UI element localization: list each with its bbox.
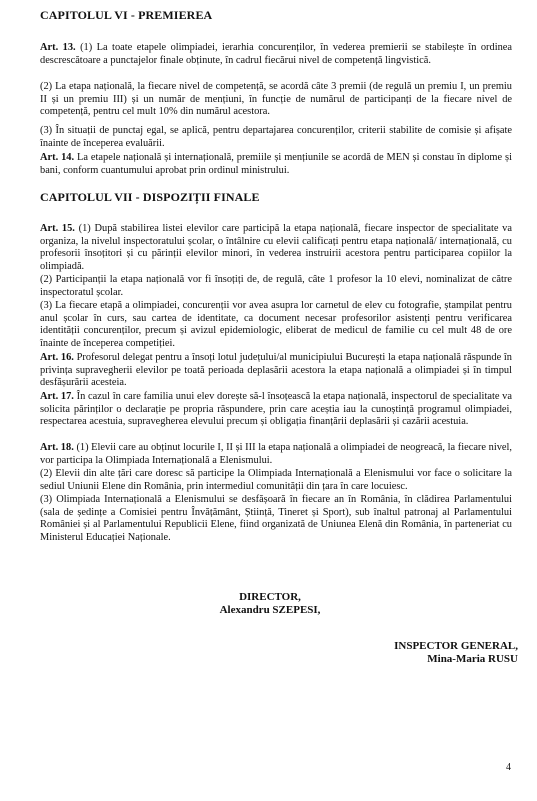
article-18-text-1: (1) Elevii care au obținut locurile I, II și III la etapa națională a olimpiadei de neogreacă, la fiecare nivel, vor participa la Olimpiada Internațională a Elenismului. <box>40 442 513 466</box>
article-15-paragraph-3: (3) La fiecare etapă a olimpiadei, concurenții vor avea asupra lor carnetul de elev cu fotografie, ștampilat pentru anul școlar în curs, sau cartea de identitate, ca document necesar profesorilor asistenți pentru verificarea identității concurenților, precum și avizul epidemiologic, eliberat de medicul de familie cu cel mult 48 de ore înainte de începerea competiției. <box>40 300 512 349</box>
article-15-text-1: (1) După stabilirea listei elevilor care participă la etapa națională, fiecare inspector de specialitate va organiza, la nivelul inspectoratului școlar, o întâlnire cu elevii calificați pentru etapa națională/ internațională, cu profesorii însoțitori și cu părinții elevilor minori, în vederea instruirii acestora pentru participarea copiilor la olimpiadă. <box>40 223 512 272</box>
article-15-paragraph-1 <box>40 223 512 273</box>
article-17-paragraph <box>40 391 512 429</box>
article-13-paragraph-1 <box>40 42 512 67</box>
inspector-title: INSPECTOR GENERAL, <box>394 640 518 652</box>
article-17-text: În cazul în care familia unui elev dorește să-l însoțească la etapa națională, inspectorul de specialitate va solicita părinților o declarație pe propria răspundere, prin care aceștia iau la cunoștință programul olimpiadei, respectarea acestuia, supravegherea elevului precum și obligația finanțării deplasării și cazării acestuia. <box>40 391 512 428</box>
article-14-label: Art. 14. <box>40 152 75 163</box>
article-18-label: Art. 18. <box>40 442 74 453</box>
article-16-text: Profesorul delegat pentru a însoți lotul județului/al municipiului București la etapa națională răspunde în privința supravegherii elevilor pe toată perioada deplasării acestora la etapa națională a olimpiadei și în timpul desfășurării acesteia. <box>40 352 512 389</box>
article-18-paragraph-1 <box>40 442 512 467</box>
article-16-label: Art. 16. <box>40 352 74 363</box>
chapter-7-heading: CAPITOLUL VII - DISPOZIȚII FINALE <box>40 190 260 204</box>
page-number: 4 <box>506 762 511 773</box>
article-18-paragraph-3: (3) Olimpiada Internațională a Elenismului se desfășoară în fiecare an în România, în clădirea Parlamentului (sala de ședințe a Comisiei pentru Învățământ, Știință, Tineret și Sport), sub înaltul patronaj al Parlamentului României și al Parlamentului Republicii Elene, fiind organizată de Uniunea Elenă din România, în parteneriat cu Ministerul Educației Naționale. <box>40 494 512 543</box>
article-16-paragraph <box>40 352 512 390</box>
article-14-paragraph <box>40 152 512 177</box>
inspector-name: Mina-Maria RUSU <box>427 653 518 665</box>
article-13-label: Art. 13. <box>40 42 76 53</box>
inspector-signature-block <box>378 640 518 666</box>
article-13-paragraph-3: (3) În situații de punctaj egal, se aplică, pentru departajarea concurenților, criterii stabilite de comisie și afișate înainte de începerea evaluării. <box>40 125 512 149</box>
article-14-text: La etapele națională și internațională, premiile și mențiunile se acordă de MEN și constau în diplome și bani, conform cuantumului aprobat prin ordinul ministrului. <box>40 152 512 176</box>
article-17-label: Art. 17. <box>40 391 74 402</box>
article-13-paragraph-2: (2) La etapa națională, la fiecare nivel de competență, se acordă câte 3 premii (de regulă un premiu I, un premiu II și un premiu III) și un număr de mențiuni, în funcție de numărul de participanți de la fiecare nivel de competență, pentru cel mult 10% din numărul acestora. <box>40 81 512 118</box>
director-name: Alexandru SZEPESI, <box>219 604 321 616</box>
director-title: DIRECTOR, <box>239 591 301 603</box>
article-18-paragraph-2: (2) Elevii din alte țări care doresc să participe la Olimpiada Internațională a Elenismului vor face o solicitare la sediul Uniunii Elene din România, prin intermediul comunității din țara în care locuiesc. <box>40 468 512 492</box>
chapter-6-heading: CAPITOLUL VI - PREMIEREA <box>40 8 213 22</box>
director-signature-block <box>200 591 340 617</box>
article-13-text-1: (1) La toate etapele olimpiadei, ierarhia concurenților, în vederea premierii se stabilește în ordinea descrescătoare a punctajelor finale obținute, în cadrul fiecărui nivel de competență lingvistică. <box>40 42 512 66</box>
article-15-paragraph-2: (2) Participanții la etapa națională vor fi însoțiți de, de regulă, câte 1 profesor la 10 elevi, nominalizat de către inspectoratul școlar. <box>40 274 512 298</box>
article-15-label: Art. 15. <box>40 223 75 234</box>
